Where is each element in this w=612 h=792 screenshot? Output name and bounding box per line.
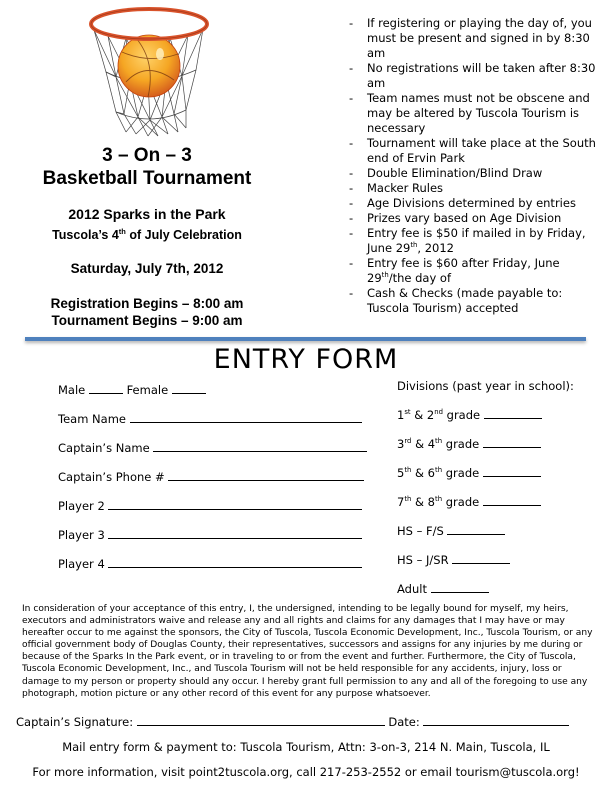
division-7-8-input[interactable] bbox=[483, 495, 541, 506]
player-3-row bbox=[58, 528, 362, 542]
team-name-row bbox=[58, 412, 362, 426]
event-date: Saturday, July 7th, 2012 bbox=[70, 261, 224, 276]
bullet-dash-icon: - bbox=[349, 196, 354, 210]
rule-text-sup: th bbox=[410, 241, 418, 250]
rule-text-pre: Entry fee is $60 after Friday, June 29 bbox=[367, 256, 560, 285]
division-grade-b: & 2 bbox=[410, 408, 435, 422]
bullet-dash-icon: - bbox=[349, 286, 354, 300]
player-4-label: Player 4 bbox=[58, 557, 105, 571]
tournament-format-title: 3 – On – 3 bbox=[102, 145, 192, 166]
tournament-time: Tournament Begins – 9:00 am bbox=[51, 313, 243, 328]
rule-text: If registering or playing the day of, you must be present and signed in by 8:30 am bbox=[367, 16, 592, 60]
mail-instructions: Mail entry form & payment to: Tuscola Tourism, Attn: 3-on-3, 214 N. Main, Tuscola, IL bbox=[62, 740, 550, 754]
division-adult-row bbox=[397, 582, 489, 596]
division-hs-jsr-label: HS – J/SR bbox=[397, 553, 449, 567]
division-grade-b: & 6 bbox=[411, 466, 436, 480]
rule-text: Double Elimination/Blind Draw bbox=[367, 166, 543, 180]
rule-text: Prizes vary based on Age Division bbox=[367, 211, 562, 225]
division-hs-fs-row bbox=[397, 524, 505, 538]
division-7-8-row bbox=[397, 495, 541, 509]
division-3-4-row bbox=[397, 437, 541, 451]
captain-phone-row bbox=[58, 470, 364, 484]
rule-item bbox=[340, 91, 602, 136]
rule-item bbox=[340, 286, 602, 316]
division-sup-a: rd bbox=[404, 437, 412, 446]
rule-item bbox=[340, 226, 602, 256]
bullet-dash-icon: - bbox=[349, 211, 354, 225]
bullet-dash-icon: - bbox=[349, 181, 354, 195]
rules-list bbox=[340, 16, 602, 316]
division-sup-a: st bbox=[404, 408, 411, 417]
gender-row bbox=[58, 383, 206, 397]
male-input[interactable] bbox=[89, 383, 123, 394]
event-name: 2012 Sparks in the Park bbox=[68, 206, 226, 222]
bullet-dash-icon: - bbox=[349, 136, 354, 150]
rule-item bbox=[340, 61, 602, 91]
registration-time: Registration Begins – 8:00 am bbox=[50, 296, 244, 311]
female-input[interactable] bbox=[172, 383, 206, 394]
division-grade-a: 3 bbox=[397, 437, 405, 451]
captain-name-input[interactable] bbox=[153, 441, 367, 452]
team-name-input[interactable] bbox=[130, 412, 362, 423]
division-grade-b: & 8 bbox=[411, 495, 436, 509]
captain-name-row bbox=[58, 441, 367, 455]
male-label: Male bbox=[58, 383, 86, 397]
bullet-dash-icon: - bbox=[349, 226, 354, 240]
division-grade-a: 1 bbox=[397, 408, 405, 422]
division-1-2-input[interactable] bbox=[484, 408, 542, 419]
rule-text: Macker Rules bbox=[367, 181, 444, 195]
entry-form-title: ENTRY FORM bbox=[213, 344, 399, 375]
division-suffix: grade bbox=[442, 437, 480, 451]
player-4-input[interactable] bbox=[108, 557, 362, 568]
rule-text: Cash & Checks (made payable to: Tuscola Tourism) accepted bbox=[367, 286, 563, 315]
divider-rule bbox=[25, 337, 586, 341]
rule-item bbox=[340, 211, 602, 226]
celebration-suffix: of July Celebration bbox=[125, 228, 242, 242]
divisions-title: Divisions (past year in school): bbox=[397, 379, 574, 393]
team-name-label: Team Name bbox=[58, 412, 126, 426]
signature-row bbox=[16, 715, 569, 729]
player-2-input[interactable] bbox=[108, 499, 362, 510]
division-sup-b: nd bbox=[434, 408, 443, 417]
division-5-6-row bbox=[397, 466, 541, 480]
division-grade-a: 5 bbox=[397, 466, 405, 480]
division-grade-a: 7 bbox=[397, 495, 405, 509]
rule-text: No registrations will be taken after 8:30 am bbox=[367, 61, 596, 90]
division-suffix: grade bbox=[442, 408, 481, 422]
captain-name-label: Captain’s Name bbox=[58, 441, 150, 455]
rule-item bbox=[340, 166, 602, 181]
player-3-label: Player 3 bbox=[58, 528, 105, 542]
player-4-row bbox=[58, 557, 362, 571]
captain-phone-input[interactable] bbox=[168, 470, 364, 481]
player-2-label: Player 2 bbox=[58, 499, 105, 513]
division-5-6-input[interactable] bbox=[483, 466, 541, 477]
signature-input[interactable] bbox=[137, 715, 385, 726]
player-3-input[interactable] bbox=[108, 528, 362, 539]
bullet-dash-icon: - bbox=[349, 256, 354, 270]
captain-phone-label: Captain’s Phone # bbox=[58, 470, 165, 484]
division-hs-jsr-row bbox=[397, 553, 510, 567]
division-hs-jsr-input[interactable] bbox=[452, 553, 510, 564]
rule-item bbox=[340, 181, 602, 196]
rule-item bbox=[340, 16, 602, 61]
rule-item bbox=[340, 256, 602, 286]
division-suffix: grade bbox=[442, 466, 480, 480]
date-label: Date: bbox=[388, 715, 420, 729]
signature-label: Captain’s Signature: bbox=[16, 715, 134, 729]
division-sup-b: th bbox=[435, 466, 443, 475]
basketball-hoop-icon bbox=[86, 2, 212, 138]
rule-text-sup: th bbox=[381, 271, 389, 280]
bullet-dash-icon: - bbox=[349, 166, 354, 180]
celebration-sup: th bbox=[118, 226, 126, 236]
date-input[interactable] bbox=[423, 715, 569, 726]
female-label: Female bbox=[126, 383, 169, 397]
rule-text: Age Divisions determined by entries bbox=[367, 196, 576, 210]
division-sup-b: th bbox=[435, 437, 443, 446]
division-sup-a: th bbox=[404, 495, 412, 504]
division-grade-b: & 4 bbox=[411, 437, 436, 451]
bullet-dash-icon: - bbox=[349, 91, 354, 105]
division-hs-fs-input[interactable] bbox=[447, 524, 505, 535]
liability-waiver: In consideration of your acceptance of this entry, I, the undersigned, intending to be legally bound for myself, my heirs, executors and administrators waive and release any and all rights and claims for any damages that I may have or may hereafter occur to me against the sponsors, the City of Tuscola, Tuscola Economic Development, Inc., Tuscola Tourism, or any official government body of Douglas County, their representatives, successors and assigns for any injuries by me during or because of the Sparks In the Park event, or in traveling to or from the event and further. Furthermore, the City of Tuscola, Tuscola Economic Development, Inc., and Tuscola Tourism will not be held responsible for any accidents, injury, loss or damage to my person or property should any occur. I hereby grant full permission to any and all of the foregoing to use any photograph, motion picture or any other record of this event for any purpose whatsoever. bbox=[22, 604, 593, 699]
rule-text-pre: Entry fee is $50 if mailed in by Friday, June 29 bbox=[367, 226, 586, 255]
rule-text-post: , 2012 bbox=[417, 241, 454, 255]
division-sup-b: th bbox=[435, 495, 443, 504]
bullet-dash-icon: - bbox=[349, 61, 354, 75]
bullet-dash-icon: - bbox=[349, 16, 354, 30]
division-sup-a: th bbox=[404, 466, 412, 475]
rule-item bbox=[340, 136, 602, 166]
tournament-title: Basketball Tournament bbox=[42, 168, 252, 189]
rule-item bbox=[340, 196, 602, 211]
division-1-2-row bbox=[397, 408, 542, 422]
division-suffix: grade bbox=[442, 495, 480, 509]
rule-text: Tournament will take place at the South end of Ervin Park bbox=[367, 136, 596, 165]
division-hs-fs-label: HS – F/S bbox=[397, 524, 444, 538]
division-3-4-input[interactable] bbox=[483, 437, 541, 448]
celebration-prefix: Tuscola’s 4 bbox=[52, 228, 119, 242]
division-adult-label: Adult bbox=[397, 582, 427, 596]
player-2-row bbox=[58, 499, 362, 513]
rule-text: Team names must not be obscene and may be altered by Tuscola Tourism is necessary bbox=[367, 91, 590, 135]
celebration-line bbox=[20, 228, 274, 242]
contact-info: For more information, visit point2tuscola.org, call 217-253-2552 or email tourism@tuscola.org! bbox=[32, 765, 580, 779]
division-adult-input[interactable] bbox=[431, 582, 489, 593]
rule-text-post: /the day of bbox=[388, 271, 452, 285]
